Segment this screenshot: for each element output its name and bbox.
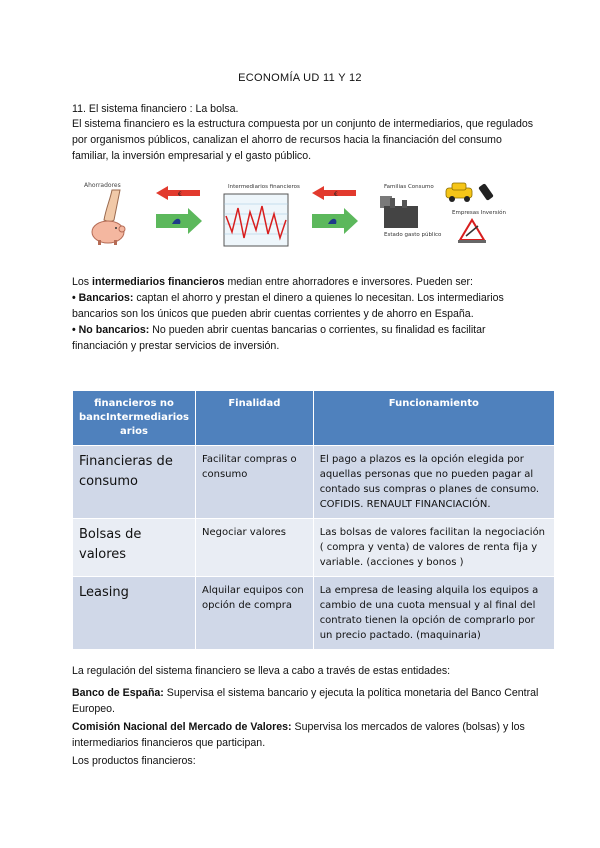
header-type: financieros no bancIntermediarios arios (73, 391, 196, 446)
bullet-bancarios: • Bancarios: captan el ahorro y prestan el dinero a quienes lo necesitan. Los intermediarios bancarios son los únicos que pueden abrir cuentas corrientes y de ahorro en España. (72, 292, 504, 320)
families-label: Familias Consumo (384, 184, 434, 190)
flow-arrows-2 (312, 186, 358, 234)
financial-flow-diagram (72, 176, 534, 252)
row-purpose: Alquilar equipos con opción de compra (196, 577, 314, 650)
row-purpose: Facilitar compras o consumo (196, 446, 314, 519)
factory-icon (384, 206, 418, 228)
regulation-section (72, 663, 542, 771)
intermediaries-intro: Los intermediarios financieros median entre ahorradores e inversores. Pueden ser: (72, 276, 474, 288)
regulation-intro: La regulación del sistema financiero se lleva a cabo a través de estas entidades: (72, 665, 451, 677)
bullet-no-bancarios: • No bancarios: No pueden abrir cuentas bancarias o corrientes, su finalidad es facilitar financiación y prestar servicios de inversión. (72, 324, 486, 352)
table-row (73, 446, 555, 519)
warning-sign-icon (458, 220, 486, 243)
table-row (73, 577, 555, 650)
key-icon (478, 183, 494, 201)
row-operation: El pago a plazos es la opción elegida por aquellas personas que no pueden pagar al contado sus compras o planes de consumo. COFIDIS. RENAULT FINANCIACIÓN. (313, 446, 554, 519)
row-purpose: Negociar valores (196, 519, 314, 577)
cnmv-entry: Comisión Nacional del Mercado de Valores: Supervisa los mercados de valores (bolsas) y los intermediarios financieros que participan. (72, 721, 525, 749)
savers-label: Ahorradores (84, 182, 121, 189)
red-arrow-1-label: € (178, 191, 182, 198)
flow-arrows-1 (156, 186, 202, 234)
intermediaries-illustration (224, 184, 300, 246)
row-type: Financieras de consumo (73, 446, 196, 519)
state-label: Estado gasto público (384, 232, 442, 238)
intro-paragraph: El sistema financiero es la estructura compuesta por un conjunto de intermediarios, que regulados por organismos públicos, canalizan el ahorro de recursos hacia la financiación del consumo familiar, la inversión empresarial y el gasto público. (72, 118, 534, 162)
row-operation: Las bolsas de valores facilitan la negociación ( compra y venta) de valores de renta fija y variable. (acciones y bonos ) (313, 519, 554, 577)
table-row (73, 519, 555, 577)
intermediaries-text (72, 274, 542, 354)
row-type: Bolsas de valores (73, 519, 196, 577)
row-type: Leasing (73, 577, 196, 650)
header-purpose: Finalidad (196, 391, 314, 446)
non-bank-intermediaries-table (72, 390, 555, 650)
section-title: 11. El sistema financiero : La bolsa. (72, 103, 239, 115)
row-operation: La empresa de leasing alquila los equipos a cambio de una cuota mensual y al final del contrato tienen la opción de comprarlo por un precio pactado. (maquinaria) (313, 577, 554, 650)
savers-illustration (84, 182, 125, 245)
companies-label: Empresas Inversión (452, 210, 506, 216)
intermediaries-term: intermediarios financieros (92, 276, 225, 288)
financial-products-heading: Los productos financieros: (72, 755, 196, 767)
table-header-row (73, 391, 555, 446)
car-icon (446, 183, 472, 202)
banco-espana-entry: Banco de España: Supervisa el sistema bancario y ejecuta la política monetaria del Banco Central Europeo. (72, 687, 539, 715)
piggy-bank-icon (92, 221, 124, 243)
header-operation: Funcionamiento (313, 391, 554, 446)
red-arrow-2-label: € (334, 191, 338, 198)
borrowers-illustration (380, 183, 506, 243)
document-title: ECONOMÍA UD 11 Y 12 (238, 72, 362, 84)
intermediaries-label: Intermediarios financieros (228, 184, 300, 190)
